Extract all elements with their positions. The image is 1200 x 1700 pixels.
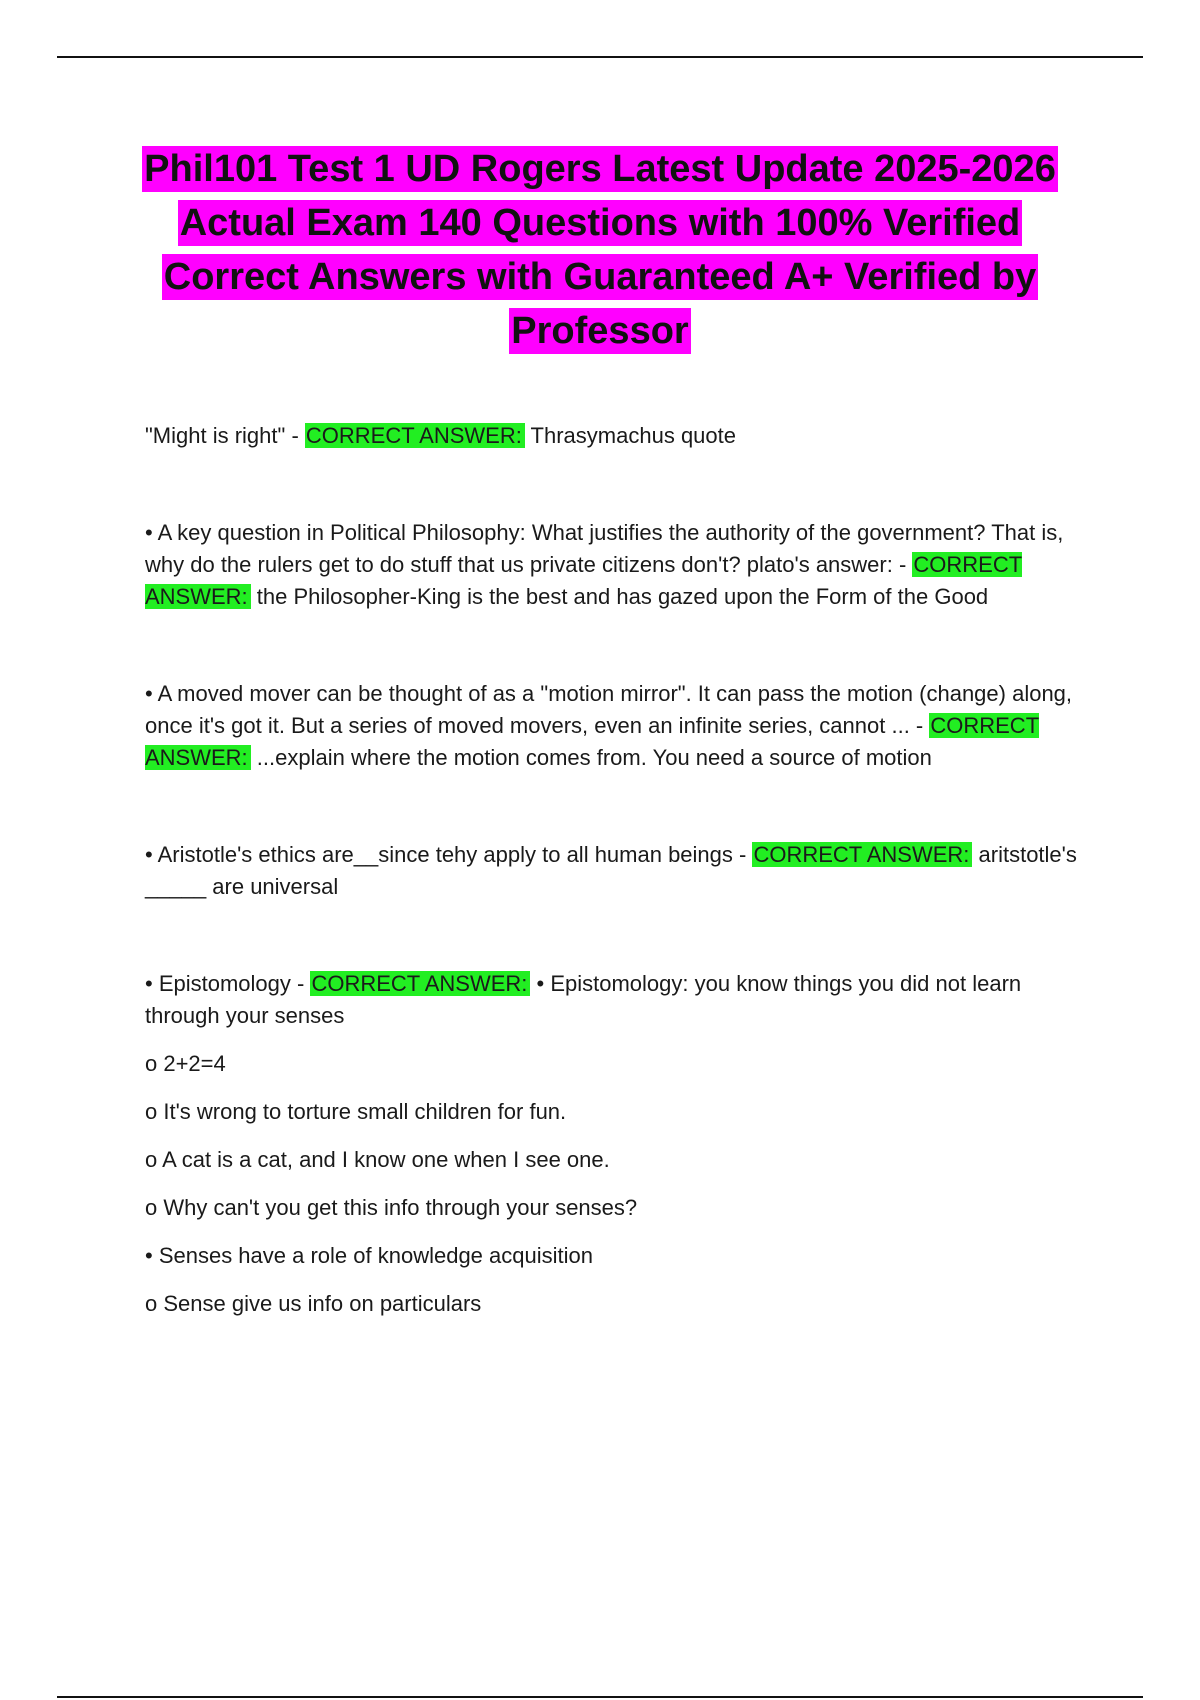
bottom-rule	[57, 1696, 1143, 1698]
qa-item	[145, 839, 1095, 903]
sub-item: o It's wrong to torture small children for fun.	[145, 1099, 567, 1124]
sub-item: o 2+2=4	[145, 1051, 226, 1076]
qa-item	[145, 517, 1095, 613]
qa-item	[145, 968, 1095, 1032]
correct-answer-tag: CORRECT ANSWER:	[145, 713, 1040, 770]
qa-item	[145, 678, 1095, 774]
question-text: • Aristotle's ethics are__since tehy apply to all human beings -	[145, 842, 753, 867]
top-rule	[57, 56, 1143, 58]
qa-item	[145, 420, 1095, 452]
question-text: • Epistomology -	[145, 971, 311, 996]
correct-answer-tag: CORRECT ANSWER:	[310, 971, 530, 996]
question-text: • A moved mover can be thought of as a "motion mirror". It can pass the motion (change) along, once it's got it. But a series of moved movers, even an infinite series, cannot ... -	[145, 681, 1073, 738]
sub-item: o Sense give us info on particulars	[145, 1291, 482, 1316]
sub-item: • Senses have a role of knowledge acquisition	[145, 1243, 593, 1268]
title-highlight: Phil101 Test 1 UD Rogers Latest Update 2025-2026 Actual Exam 140 Questions with 100% Verified Correct Answers with Guaranteed A+ Verified by Professor	[144, 148, 1056, 352]
correct-answer-tag: CORRECT ANSWER:	[752, 842, 972, 867]
qa-list	[145, 420, 1095, 1320]
question-text: • A key question in Political Philosophy: What justifies the authority of the government? That is, why do the rulers get to do stuff that us private citizens don't? plato's answer: -	[145, 520, 1064, 577]
document-title	[110, 142, 1090, 358]
answer-text: aritstotle's _____ are universal	[145, 842, 1077, 899]
correct-answer-tag: CORRECT ANSWER:	[305, 423, 525, 448]
sub-item: o A cat is a cat, and I know one when I see one.	[145, 1147, 610, 1172]
answer-text: Thrasymachus quote	[524, 423, 736, 448]
answer-text: ...explain where the motion comes from. You need a source of motion	[250, 745, 932, 770]
answer-text: the Philosopher-King is the best and has gazed upon the Form of the Good	[250, 584, 989, 609]
answer-text: • Epistomology: you know things you did not learn through your senses	[145, 971, 1022, 1028]
correct-answer-tag: CORRECT ANSWER:	[145, 552, 1023, 609]
question-text: "Might is right" -	[145, 423, 305, 448]
sub-item: o Why can't you get this info through your senses?	[145, 1195, 638, 1220]
